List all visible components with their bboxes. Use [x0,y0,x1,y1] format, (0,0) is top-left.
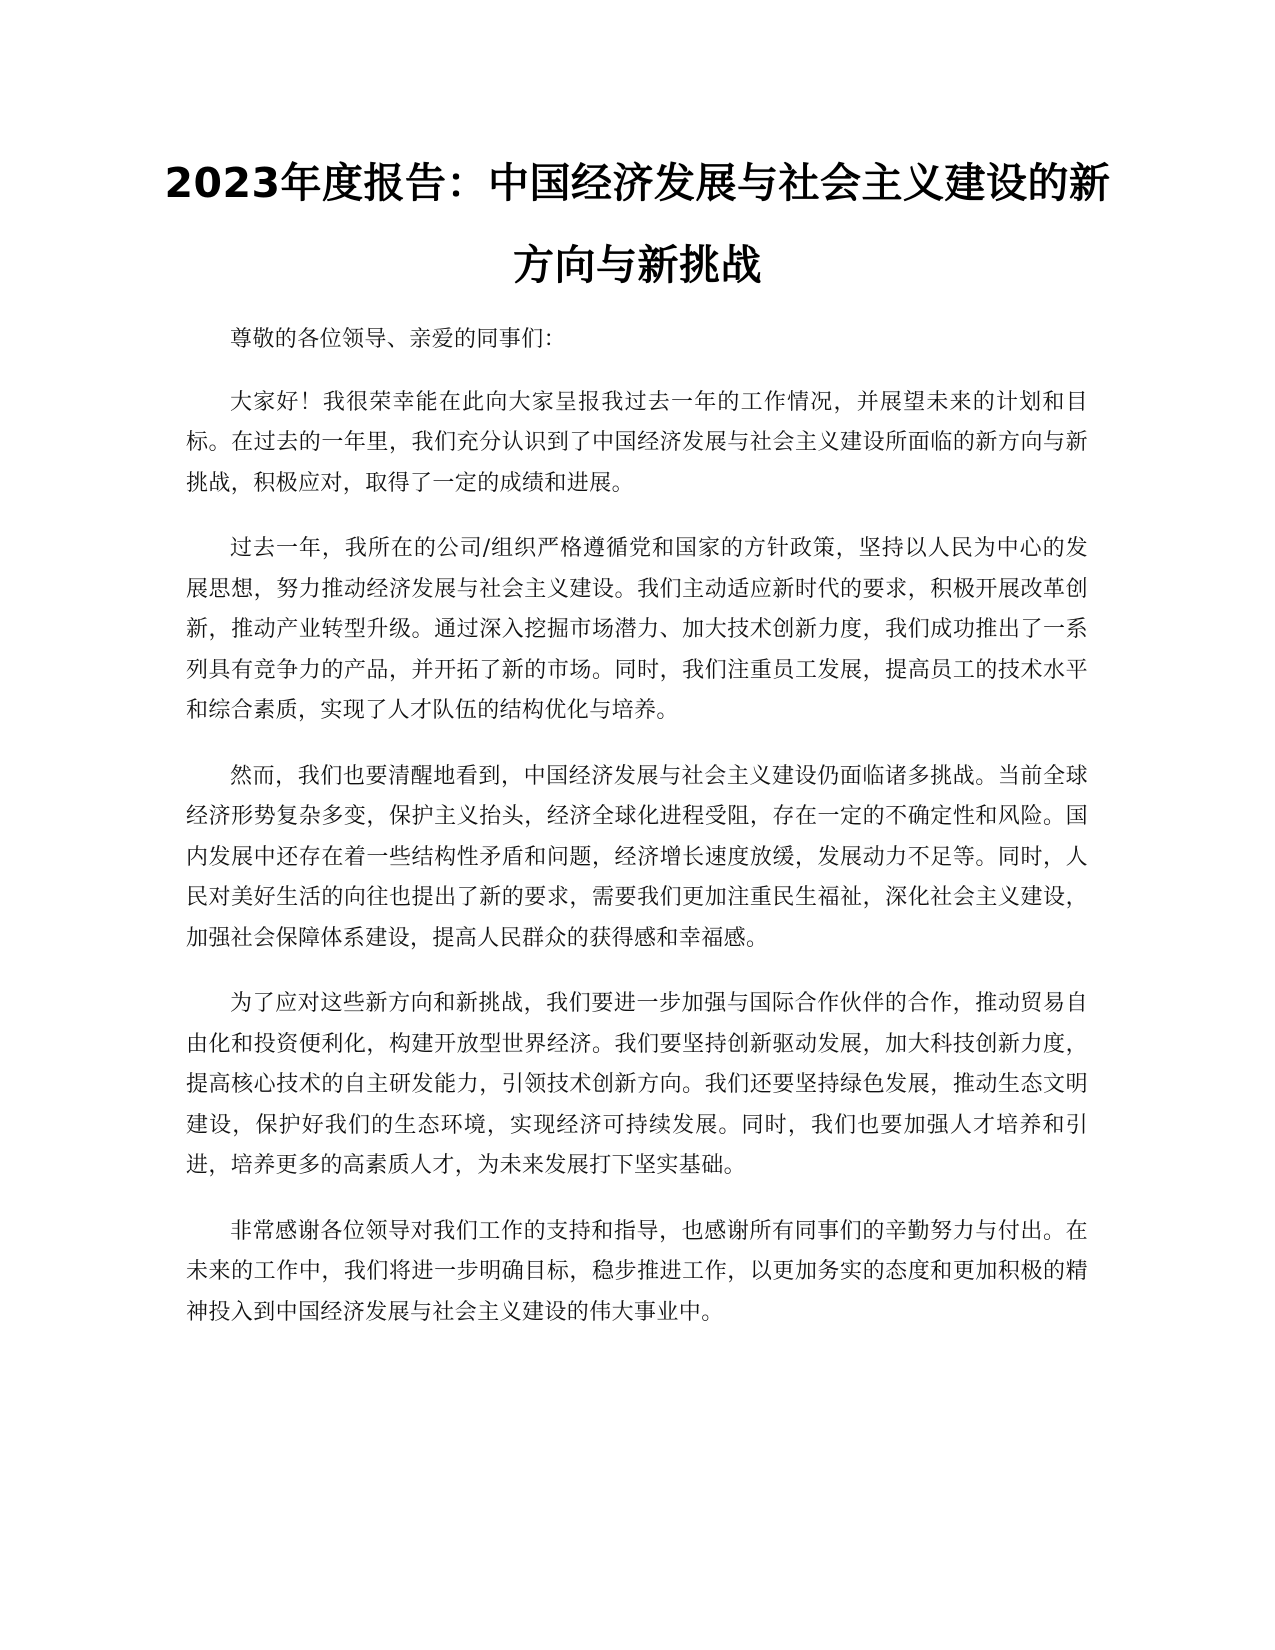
paragraph-achievements: 过去一年，我所在的公司/组织严格遵循党和国家的方针政策，坚持以人民为中心的发展思想，努力推动经济发展与社会主义建设。我们主动适应新时代的要求，积极开展改革创新，推动产业转型升级。通过深入挖掘市场潜力、加大技术创新力度，我们成功推出了一系列具有竞争力的产品，并开拓了新的市场。同时，我们注重员工发展，提高员工的技术水平和综合素质，实现了人才队伍的结构优化与培养。 [186,536,1088,723]
salutation: 尊敬的各位领导、亲爱的同事们： [230,327,567,352]
document-title: 2023年度报告：中国经济发展与社会主义建设的新方向与新挑战 [164,159,1111,289]
paragraph-strategies: 为了应对这些新方向和新挑战，我们要进一步加强与国际合作伙伴的合作，推动贸易自由化和投资便利化，构建开放型世界经济。我们要坚持创新驱动发展，加大科技创新力度，提高核心技术的自主研发能力，引领技术创新方向。我们还要坚持绿色发展，推动生态文明建设，保护好我们的生态环境，实现经济可持续发展。同时，我们也要加强人才培养和引进，培养更多的高素质人才，为未来发展打下坚实基础。 [186,991,1088,1178]
paragraph-closing: 非常感谢各位领导对我们工作的支持和指导，也感谢所有同事们的辛勤努力与付出。在未来的工作中，我们将进一步明确目标，稳步推进工作，以更加务实的态度和更加积极的精神投入到中国经济发展与社会主义建设的伟大事业中。 [186,1218,1088,1325]
paragraph-greeting: 大家好！我很荣幸能在此向大家呈报我过去一年的工作情况，并展望未来的计划和目标。在过去的一年里，我们充分认识到了中国经济发展与社会主义建设所面临的新方向与新挑战，积极应对，取得了一定的成绩和进展。 [186,389,1088,496]
paragraph-challenges: 然而，我们也要清醒地看到，中国经济发展与社会主义建设仍面临诸多挑战。当前全球经济形势复杂多变，保护主义抬头，经济全球化进程受阻，存在一定的不确定性和风险。国内发展中还存在着一些结构性矛盾和问题，经济增长速度放缓，发展动力不足等。同时，人民对美好生活的向往也提出了新的要求，需要我们更加注重民生福祉，深化社会主义建设，加强社会保障体系建设，提高人民群众的获得感和幸福感。 [186,763,1088,951]
document-body [186,320,1088,1358]
